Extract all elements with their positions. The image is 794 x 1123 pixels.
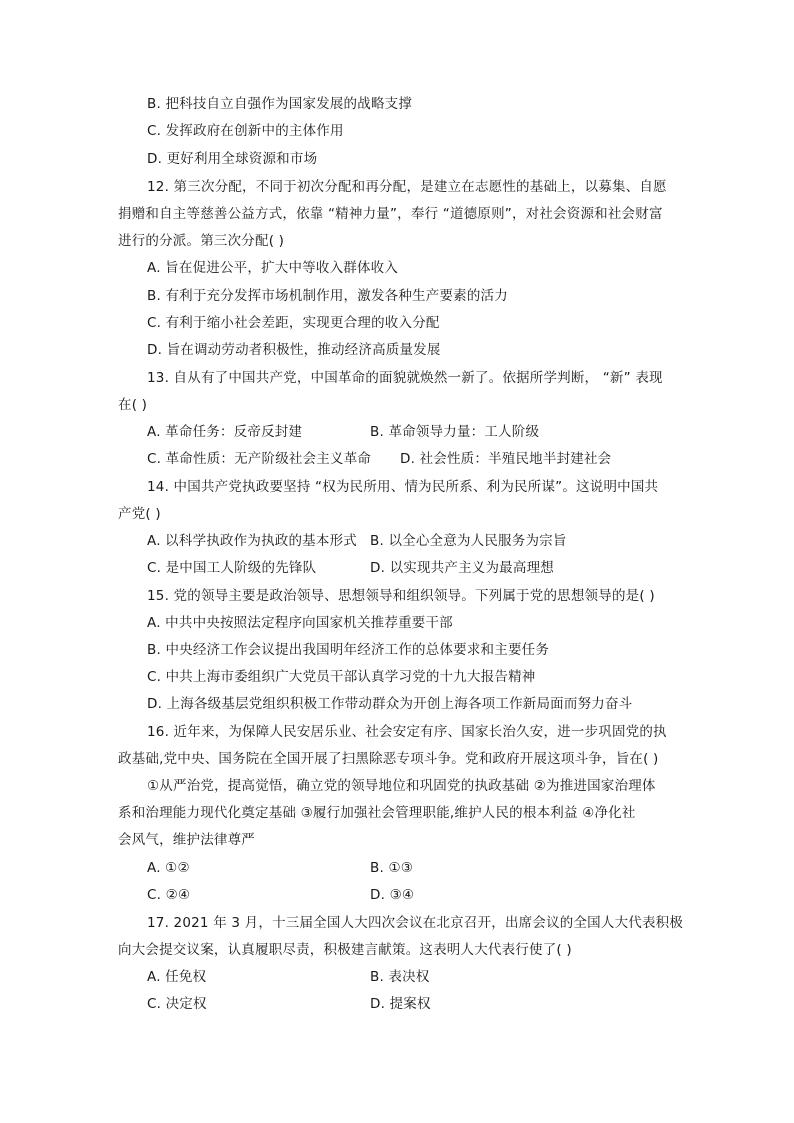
q16-option-d: D. ③④ — [370, 887, 415, 903]
q12-option-b: B. 有利于充分发挥市场机制作用，激发各种生产要素的活力 — [147, 288, 508, 304]
q11-option-b: B. 把科技自立自强作为国家发展的战略支撑 — [147, 96, 413, 112]
q17-option-a: A. 任免权 — [147, 969, 207, 985]
q14-option-b: B. 以全心全意为人民服务为宗旨 — [370, 533, 567, 549]
q13-option-c: C. 革命性质：无产阶级社会主义革命 — [147, 451, 372, 467]
q12-option-a: A. 旨在促进公平，扩大中等收入群体收入 — [147, 260, 399, 276]
q16-option-a: A. ①② — [147, 860, 190, 876]
q12-stem-line1: 12. 第三次分配，不同于初次分配和再分配，是建立在志愿性的基础上，以募集、自愿 — [147, 179, 667, 195]
q12-stem-line2: 捐赠和自主等慈善公益方式，依靠 “精神力量”，奉行 “道德原则”，对社会资源和社会财富 — [118, 206, 663, 222]
q16-items-line2: 系和治理能力现代化奠定基础 ③履行加强社会管理职能,维护人民的根本利益 ④净化社 — [118, 805, 636, 821]
q13-option-a: A. 革命任务：反帝反封建 — [147, 424, 303, 440]
q11-option-d: D. 更好利用全球资源和市场 — [147, 151, 318, 167]
q17-option-c: C. 决定权 — [147, 996, 207, 1012]
q17-stem-line1: 17. 2021 年 3 月，十三届全国人大四次会议在北京召开，出席会议的全国人大代表积极 — [147, 915, 684, 931]
q16-option-c: C. ②④ — [147, 887, 191, 903]
q16-stem-line1: 16. 近年来，为保障人民安居乐业、社会安定有序、国家长治久安，进一步巩固党的执 — [147, 724, 667, 740]
q12-option-c: C. 有利于缩小社会差距，实现更合理的收入分配 — [147, 315, 440, 331]
q16-stem-line2: 政基础,党中央、国务院在全国开展了扫黑除恶专项斗争。党和政府开展这项斗争，旨在( ) — [118, 751, 659, 767]
q17-option-d: D. 提案权 — [370, 996, 431, 1012]
q14-option-d: D. 以实现共产主义为最高理想 — [370, 560, 554, 576]
q14-stem-line1: 14. 中国共产党执政要坚持 “权为民所用、情为民所系、利为民所谋”。这说明中国共 — [147, 479, 659, 495]
q15-option-d: D. 上海各级基层党组织积极工作带动群众为开创上海各项工作新局面而努力奋斗 — [147, 696, 633, 712]
q15-stem-line1: 15. 党的领导主要是政治领导、思想领导和组织领导。下列属于党的思想领导的是( ) — [147, 588, 655, 604]
q14-option-c: C. 是中国工人阶级的先锋队 — [147, 560, 317, 576]
q13-stem-line1: 13. 自从有了中国共产党，中国革命的面貌就焕然一新了。依据所学判断， “新” 表现 — [147, 370, 663, 386]
q13-stem-line2: 在( ) — [118, 397, 148, 413]
q13-option-b: B. 革命领导力量：工人阶级 — [370, 424, 540, 440]
q14-stem-line2: 产党( ) — [118, 506, 161, 522]
q16-option-b: B. ①③ — [370, 860, 414, 876]
q11-option-c: C. 发挥政府在创新中的主体作用 — [147, 123, 344, 139]
q14-option-a: A. 以科学执政作为执政的基本形式 — [147, 533, 357, 549]
q16-items-line1: ①从严治党，提高觉悟，确立党的领导地位和巩固党的执政基础 ②为推进国家治理体 — [147, 778, 656, 794]
q17-option-b: B. 表决权 — [370, 969, 430, 985]
q15-option-a: A. 中共中央按照法定程序向国家机关推荐重要干部 — [147, 615, 453, 631]
q15-option-c: C. 中共上海市委组织广大党员干部认真学习党的十九大报告精神 — [147, 669, 536, 685]
q12-stem-line3: 进行的分派。第三次分配( ) — [118, 233, 285, 249]
q13-option-d: D. 社会性质：半殖民地半封建社会 — [400, 451, 612, 467]
q12-option-d: D. 旨在调动劳动者积极性，推动经济高质量发展 — [147, 342, 441, 358]
q15-option-b: B. 中央经济工作会议提出我国明年经济工作的总体要求和主要任务 — [147, 642, 550, 658]
q16-items-line3: 会风气，维护法律尊严 — [118, 832, 255, 848]
q17-stem-line2: 向大会提交议案，认真履职尽责，积极建言献策。这表明人大代表行使了( ) — [118, 942, 572, 958]
